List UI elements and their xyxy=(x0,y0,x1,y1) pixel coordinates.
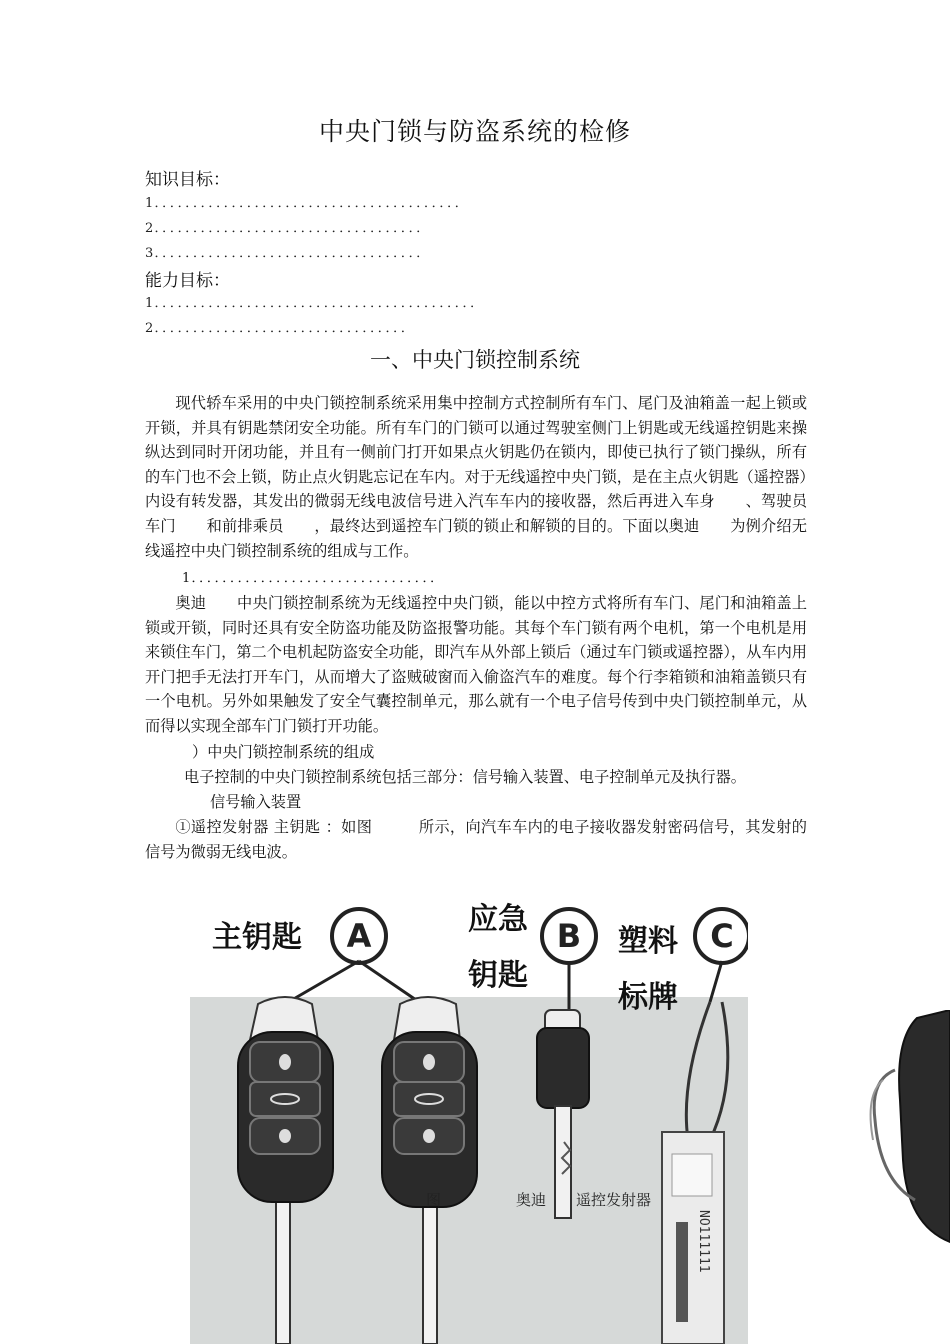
label-plastic-tag-1: 塑料 xyxy=(618,924,678,959)
paragraph-audi: 奥迪 中央门锁控制系统为无线遥控中央门锁，能以中控方式将所有车门、尾门和油箱盖上锁或开锁，同时还具有安全防盗功能及防盗报警功能。其每个车门锁有两个电机，第一个电机是用来锁住车门，第二个电机起防盗安全功能，即汽车从外部上锁后（通过车门锁或遥控器），从车内用开门把手无法打开车门，从而增大了盗贼破窗而入偷盗汽车的难度。每个行李箱锁和油箱盖锁只有一个电机。另外如果触发了安全气囊控制单元，那么就有一个电子信号传到中央门锁控制单元，从而得以实现全部车门门锁打开功能。 xyxy=(145,594,807,735)
ability-heading: 能力目标： xyxy=(145,271,230,291)
subsection-heading: 1．．．．．．．．．．．．．．．．．．．．．．．．．．．．．．．． xyxy=(182,571,445,586)
tag-stripe xyxy=(676,1222,688,1322)
label-plastic-tag-2: 标牌 xyxy=(618,980,678,1015)
ability-item-2: 2．．．．．．．．．．．．．．．．．．．．．．．．．．．．．．．．． xyxy=(145,321,416,336)
knowledge-heading: 知识目标： xyxy=(145,170,230,190)
tag-number-text: NO111111 xyxy=(696,1210,711,1273)
page-title: 中央门锁与防盗系统的检修 xyxy=(318,117,631,146)
knowledge-item-3: 3．．．．．．．．．．．．．．．．．．．．．．．．．．．．．．．．．．． xyxy=(145,246,431,261)
label-emergency-key-2: 钥匙 xyxy=(468,958,528,993)
leader-c xyxy=(710,961,722,1002)
circle-c: C xyxy=(693,907,748,965)
ability-item-1: 1．．．．．．．．．．．．．．．．．．．．．．．．．．．．．．．．．．．．．．．．．． xyxy=(145,296,485,311)
plastic-tag xyxy=(662,1002,728,1344)
signal-input-heading: 信号输入装置 xyxy=(210,793,302,811)
emergency-key xyxy=(537,1010,589,1218)
key-drawing xyxy=(190,892,748,1344)
circle-b: B xyxy=(540,907,598,965)
paragraph-intro: 现代轿车采用的中央门锁控制系统采用集中控制方式控制所有车门、尾门及油箱盖一起上锁或开锁，并具有钥匙禁闭安全功能。所有车门的门锁可以通过驾驶室侧门上钥匙或无线遥控钥匙来操纵达到同时开闭功能，并且有一侧前门打开如果点火钥匙仍在锁内，即使已执行了锁门操纵，所有的车门也不会上锁，防止点火钥匙忘记在车内。对于无线遥控中央门锁，是在主点火钥匙（遥控器）内设有转发器，其发出的微弱无线电波信号进入汽车车内的接收器，然后再进入车身 、驾驶员车门 和前排乘员 ，最终达到遥控车门锁的锁止和解锁的目的。下面以奥迪 为例介绍无线遥控中央门锁控制系统的组成与工作。 xyxy=(145,394,807,560)
knowledge-item-1: 1．．．．．．．．．．．．．．．．．．．．．．．．．．．．．．．．．．．．．．．． xyxy=(145,196,469,211)
main-key-1 xyxy=(238,997,333,1344)
composition-heading: ）中央门锁控制系统的组成 xyxy=(192,743,375,761)
circle-a: A xyxy=(330,907,388,965)
paragraph-remote: ①遥控发射器 主钥匙 ：如图 所示，向汽车车内的电子接收器发射密码信号，其发射的信号为微弱无线电波。 xyxy=(145,818,807,861)
label-main-key: 主钥匙 xyxy=(212,920,302,955)
main-key-2 xyxy=(382,997,477,1344)
knowledge-item-2: 2．．．．．．．．．．．．．．．．．．．．．．．．．．．．．．．．．．． xyxy=(145,221,431,236)
figure-caption: 图 奥迪 遥控发射器 xyxy=(426,1191,652,1209)
label-emergency-key-1: 应急 xyxy=(468,902,528,937)
edge-key-fragment xyxy=(855,1010,950,1260)
key-figure xyxy=(190,892,748,1344)
leader-a-right xyxy=(359,961,422,1004)
three-parts-line: 电子控制的中央门锁控制系统包括三部分：信号输入装置、电子控制单元及执行器。 xyxy=(184,768,746,786)
section-title: 一、中央门锁控制系统 xyxy=(370,348,580,372)
